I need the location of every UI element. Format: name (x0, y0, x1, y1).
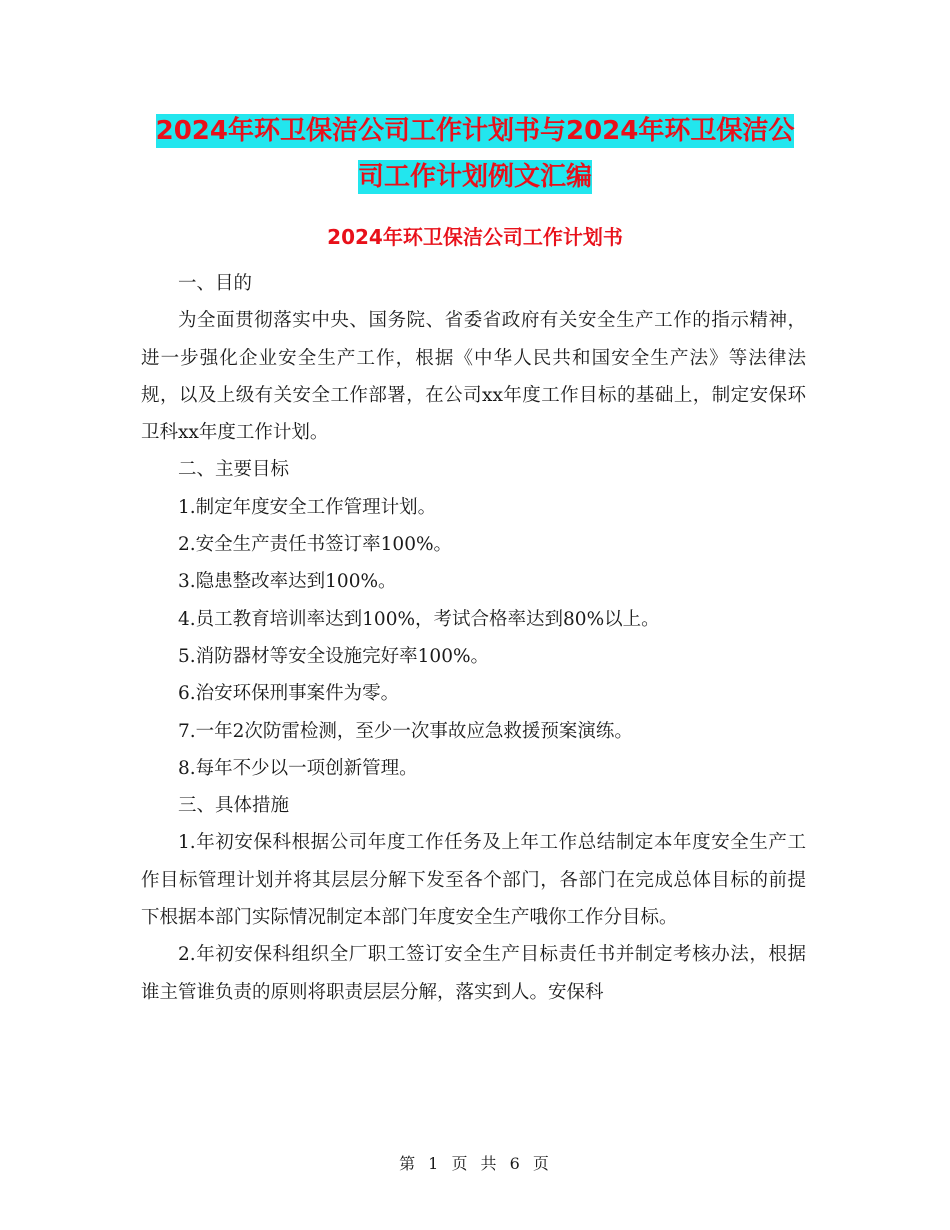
document-title (140, 108, 810, 200)
goal-item: 6.治安环保刑事案件为零。 (178, 683, 400, 705)
goal-item: 5.消防器材等安全设施完好率100%。 (178, 645, 490, 667)
heading-main-goals: 二、主要目标 (178, 459, 290, 481)
page-number-footer: 第 1 页 共 6 页 (399, 1154, 551, 1173)
document-body (141, 265, 806, 1011)
measure-paragraph: 2.年初安保科组织全厂职工签订安全生产目标责任书并制定考核办法，根据谁主管谁负责的原则将职责层层分解，落实到人。安保科 (141, 944, 806, 1003)
document-title-line-2: 司工作计划例文汇编 (357, 162, 592, 192)
document-title-line-1: 2024年环卫保洁公司工作计划书与2024年环卫保洁公 (155, 116, 795, 146)
measure-paragraph: 1.年初安保科根据公司年度工作任务及上年工作总结制定本年度安全生产工作目标管理计划并将其层层分解下发至各个部门，各部门在完成总体目标的前提下根据本部门实际情况制定本部门年度安全生产哦你工作分目标。 (141, 832, 806, 929)
section-title: 2024年环卫保洁公司工作计划书 (327, 225, 623, 249)
heading-purpose: 一、目的 (178, 273, 253, 294)
goal-item: 2.安全生产责任书签订率100%。 (178, 534, 453, 556)
paragraph-purpose: 为全面贯彻落实中央、国务院、省委省政府有关安全生产工作的指示精神，进一步强化企业安全生产工作，根据《中华人民共和国安全生产法》等法律法规，以及上级有关安全工作部署，在公司xx年度工作目标的基础上，制定安保环卫科xx年度工作计划。 (141, 310, 806, 444)
goal-item: 4.员工教育培训率达到100%，考试合格率达到80%以上。 (178, 608, 660, 630)
goal-item: 7.一年2次防雷检测，至少一次事故应急救援预案演练。 (178, 720, 633, 742)
goal-item: 1.制定年度安全工作管理计划。 (178, 496, 437, 518)
goal-item: 3.隐患整改率达到100%。 (178, 571, 397, 593)
goal-item: 8.每年不少以一项创新管理。 (178, 757, 418, 779)
heading-measures: 三、具体措施 (178, 795, 290, 817)
